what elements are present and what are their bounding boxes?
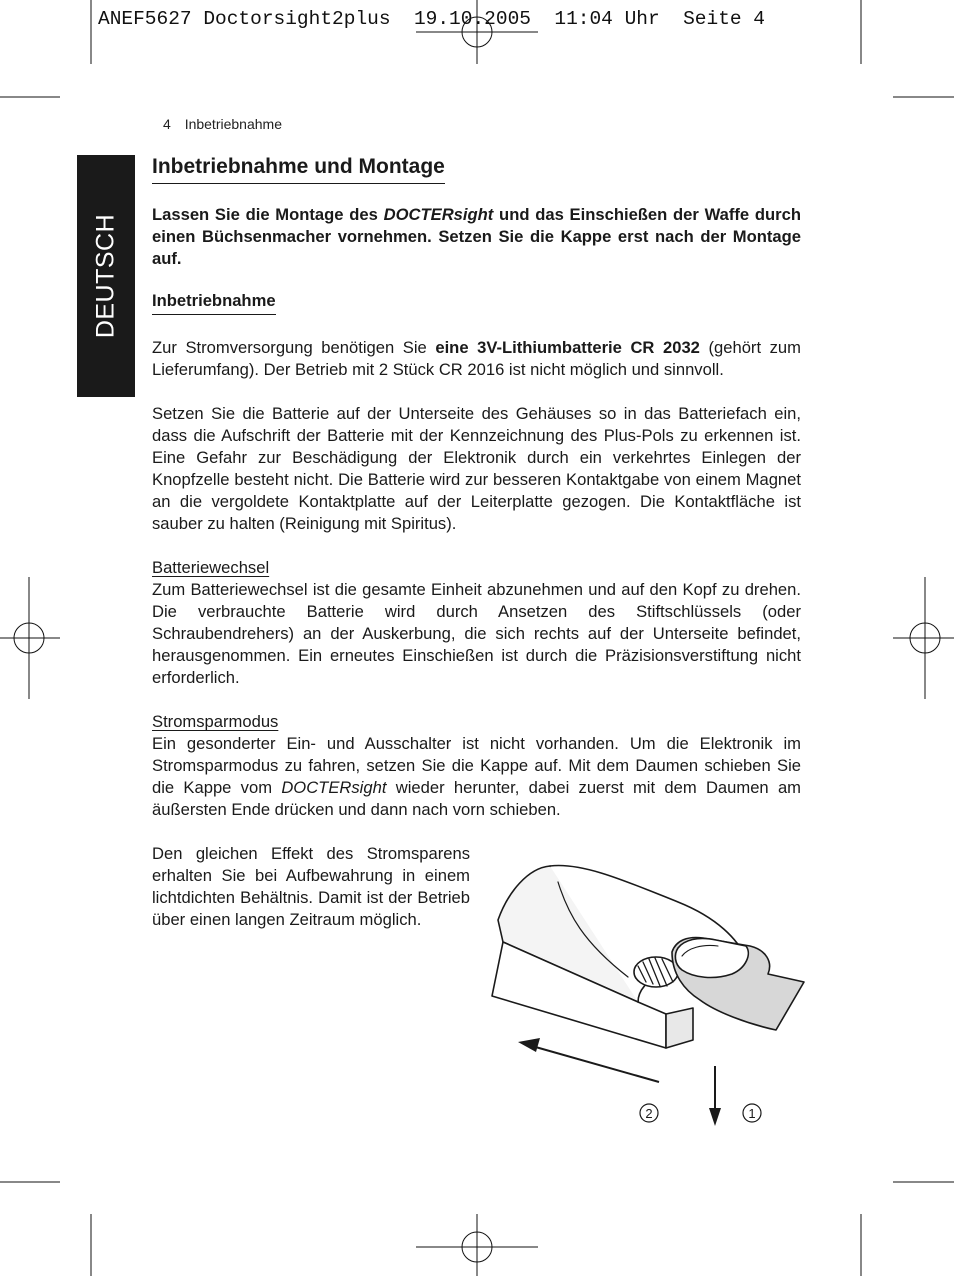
registration-mark-right <box>893 577 954 699</box>
step-number-2: 2 <box>645 1106 653 1121</box>
battery-type: eine 3V-Lithiumbatterie CR 2032 <box>435 338 700 357</box>
power-save-title: Stromsparmodus <box>152 712 279 731</box>
printer-slug: ANEF5627 Doctorsight2plus 19.10.2005 11:04 Uhr Seite 4 <box>98 8 766 30</box>
brand-name: DOCTERsight <box>383 205 494 224</box>
intro-text-b: und das Einschießen der Waffe durch einen Büchsenmacher vornehmen. Setzen Sie die Kappe erst nach der Montage auf. <box>152 205 801 268</box>
cap-removal-illustration <box>488 862 818 1142</box>
running-head <box>163 116 282 132</box>
power-save-text-a: Ein gesonderter Ein- und Ausschalter ist nicht vorhanden. Um die Elektronik im Stromsparmodus zu fahren, setzen Sie die Kappe auf. Mit dem Daumen schieben Sie die Kappe vom <box>152 734 801 797</box>
power-supply-text-b: (gehört zum Lieferumfang). Der Betrieb mit 2 Stück CR 2016 ist nicht möglich und sinnvoll. <box>152 338 801 379</box>
battery-change-title: Batteriewechsel <box>152 558 270 577</box>
intro-paragraph <box>152 204 801 270</box>
slide-arrow-icon <box>518 1038 659 1082</box>
power-supply-text-a: Zur Stromversorgung benötigen Sie <box>152 338 436 357</box>
power-save-text-b: wieder herunter, dabei zuerst mit dem Daumen am äußersten Ende drücken und dann nach vorn schieben. <box>152 778 801 819</box>
registration-mark-left <box>0 577 60 699</box>
press-arrow-icon <box>709 1066 721 1126</box>
main-content <box>152 153 801 931</box>
page-title: Inbetriebnahme und Montage <box>152 153 445 184</box>
power-save-paragraph <box>152 733 801 821</box>
language-tab-label: DEUTSCH <box>91 213 120 339</box>
power-supply-paragraph <box>152 337 801 381</box>
language-tab <box>77 155 135 397</box>
storage-paragraph: Den gleichen Effekt des Stromsparens erhalten Sie bei Aufbewahrung in einem lichtdichten Behältnis. Damit ist der Betrieb über einen langen Zeitraum möglich. <box>152 844 470 929</box>
step-label-2 <box>640 1104 658 1122</box>
battery-insert-paragraph: Setzen Sie die Batterie auf der Unterseite des Gehäuses so in das Batteriefach ein, dass die Aufschrift der Batterie mit der Kennzeichnung des Plus-Pols zu erkennen ist. Eine Gefahr zur Beschädigung der Elektronik durch ein verkehrtes Einlegen der Knopfzelle besteht nicht. Die Batterie wird zur besseren Kontaktgabe von einem Magnet an die vergoldete Kontaktplatte auf der Leiterplatte gezogen. Die Kontaktfläche ist sauber zu halten (Reinigung mit Spiritus). <box>152 404 801 533</box>
page-number: 4 <box>163 116 171 132</box>
step-label-1 <box>743 1104 761 1122</box>
step-number-1: 1 <box>748 1106 756 1121</box>
battery-change-paragraph: Zum Batteriewechsel ist die gesamte Einheit abzunehmen und auf den Kopf zu drehen. Die verbrauchte Batterie wird durch Ansetzen des Stiftschlüssels (oder Schraubendrehers) an der Auskerbung, die sich rechts auf der Unterseite befindet, herausgenommen. Ein erneutes Einschießen ist durch die Präzisionsverstiftung nicht erforderlich. <box>152 580 801 687</box>
registration-mark-top <box>416 0 538 64</box>
section-heading: Inbetriebnahme <box>152 290 276 315</box>
running-head-title: Inbetriebnahme <box>184 116 282 132</box>
registration-mark-bottom <box>416 1214 538 1276</box>
brand-name: DOCTERsight <box>281 778 387 797</box>
intro-text-a: Lassen Sie die Montage des <box>152 205 384 224</box>
